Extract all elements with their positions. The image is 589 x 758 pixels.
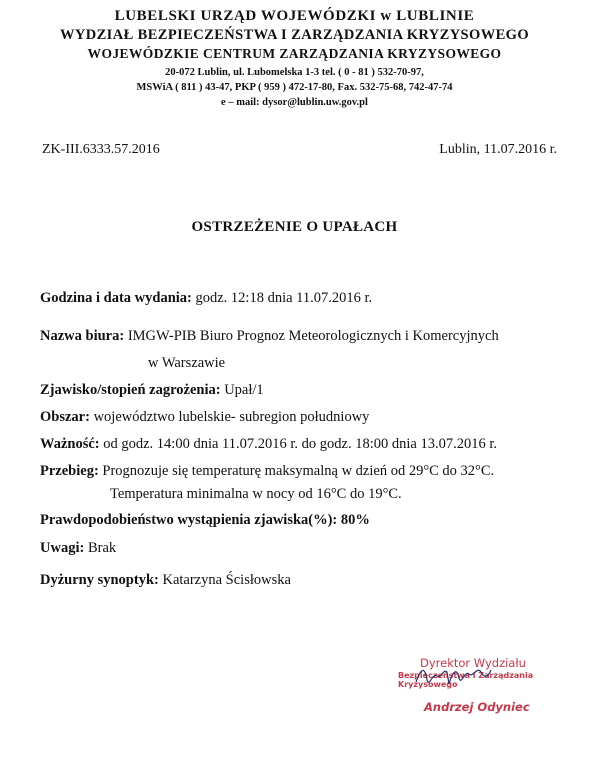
remarks-value: Brak <box>84 540 117 556</box>
document-title: OSTRZEŻENIE O UPAŁACH <box>191 219 398 235</box>
issue-field <box>40 290 372 307</box>
department-name: WYDZIAŁ BEZPIECZEŃSTWA I ZARZĄDZANIA KRYZYSOWEGO <box>59 27 530 43</box>
area-value: województwo lubelskie- subregion południowy <box>89 409 370 425</box>
course-value: Prognozuje się temperaturę maksymalną w dzień od 29°C do 32°C. <box>98 463 495 479</box>
office-name: LUBELSKI URZĄD WOJEWÓDZKI w LUBLINIE <box>114 8 475 24</box>
course-field <box>40 463 494 480</box>
validity-label: Ważność: <box>40 436 100 452</box>
center-name: WOJEWÓDZKIE CENTRUM ZARZĄDZANIA KRYZYSOWEGO <box>87 46 502 61</box>
phenomenon-label: Zjawisko/stopień zagrożenia: <box>40 382 221 398</box>
course-value-line2: Temperatura minimalna w nocy od 16°C do 19°C. <box>110 486 402 502</box>
stamp-name: Andrzej Odyniec <box>424 700 530 714</box>
probability-label: Prawdopodobieństwo wystąpienia zjawiska(%): <box>40 512 338 528</box>
probability-value: 80% <box>337 512 370 528</box>
handwritten-signature <box>413 662 493 690</box>
validity-field <box>40 436 497 453</box>
course-label: Przebieg: <box>40 463 99 479</box>
address-line: 20-072 Lublin, ul. Lubomelska 1-3 tel. ( 0 - 81 ) 532-70-97, <box>165 67 424 78</box>
place-date: Lublin, 11.07.2016 r. <box>439 142 557 157</box>
forecaster-field <box>40 572 291 589</box>
email-line: e – mail: dysor@lublin.uw.gov.pl <box>221 97 368 108</box>
remarks-field <box>40 540 116 557</box>
phone-fax-line: MSWiA ( 811 ) 43-47, PKP ( 959 ) 472-17-80, Fax. 532-75-68, 742-47-74 <box>136 82 453 93</box>
issue-value: godz. 12:18 dnia 11.07.2016 r. <box>191 290 373 306</box>
forecaster-value: Katarzyna Ścisłowska <box>158 572 291 588</box>
probability-field <box>40 512 370 529</box>
issue-label: Godzina i data wydania: <box>40 290 192 306</box>
office-value: IMGW-PIB Biuro Prognoz Meteorologicznych i Komercyjnych <box>124 328 499 344</box>
area-field <box>40 409 369 426</box>
stamp-title: Dyrektor Wydziału <box>420 656 526 670</box>
reference-number: ZK-III.6333.57.2016 <box>42 142 160 157</box>
area-label: Obszar: <box>40 409 90 425</box>
validity-value: od godz. 14:00 dnia 11.07.2016 r. do godz. 18:00 dnia 13.07.2016 r. <box>99 436 497 452</box>
stamp-department: Bezpieczeństwa i Zarządzania Kryzysowego <box>398 671 534 689</box>
office-label: Nazwa biura: <box>40 328 125 344</box>
remarks-label: Uwagi: <box>40 540 85 556</box>
office-field <box>40 328 499 345</box>
phenomenon-value: Upał/1 <box>220 382 264 398</box>
office-value-line2: w Warszawie <box>148 355 226 371</box>
forecaster-label: Dyżurny synoptyk: <box>40 572 159 588</box>
phenomenon-field <box>40 382 264 399</box>
